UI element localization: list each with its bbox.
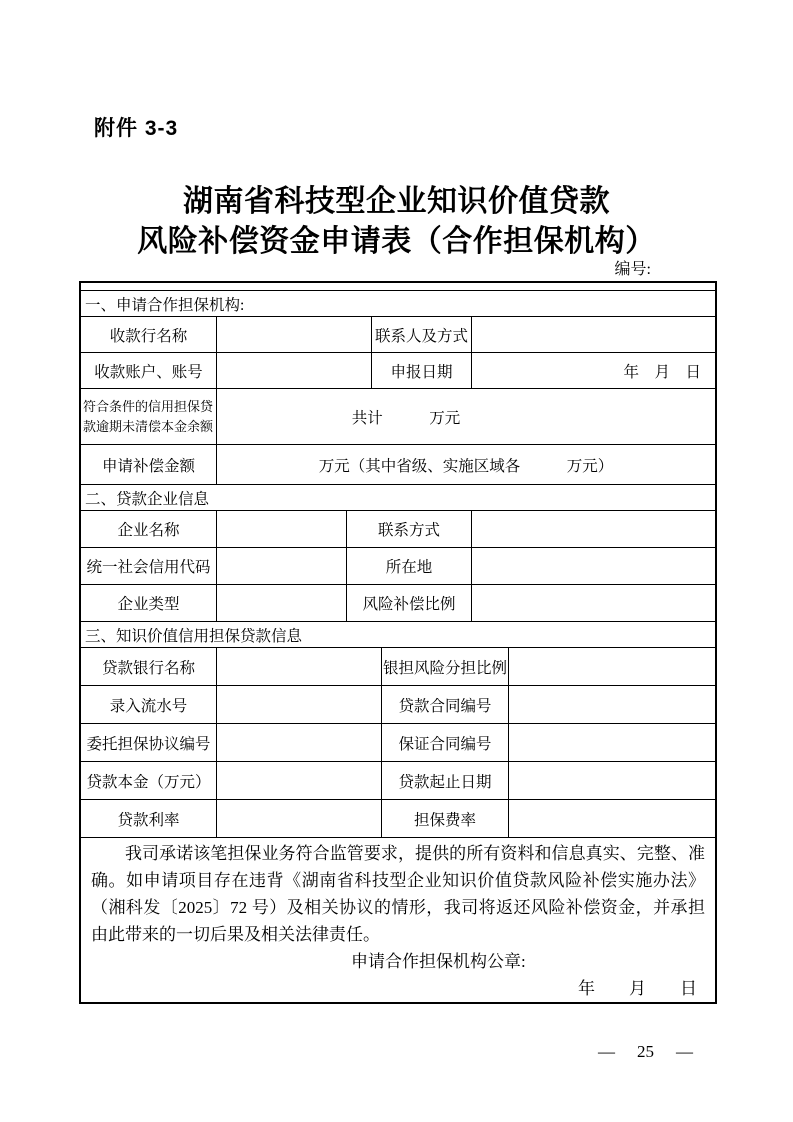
section3-header: 三、知识价值信用担保贷款信息 bbox=[81, 622, 715, 648]
attachment-label: 附件 3-3 bbox=[94, 117, 179, 140]
row-loan-bank bbox=[81, 648, 715, 686]
footer-dash-left: — bbox=[598, 1042, 615, 1061]
page-number-footer bbox=[598, 1042, 693, 1062]
guarantee-contract-number-value bbox=[508, 724, 715, 761]
row-loan-principal bbox=[81, 762, 715, 800]
entrust-agreement-number-label: 委托担保协议编号 bbox=[86, 735, 211, 753]
bank-name-label: 收款行名称 bbox=[109, 327, 188, 345]
spacer-row bbox=[81, 283, 715, 291]
section1-header: 一、申请合作担保机构: bbox=[81, 291, 715, 317]
location-value bbox=[471, 548, 715, 584]
declare-date-label: 申报日期 bbox=[371, 353, 471, 388]
entrust-agreement-number-value bbox=[216, 724, 381, 761]
enterprise-name-label: 企业名称 bbox=[117, 522, 180, 539]
risk-share-ratio-label: 银担风险分担比例 bbox=[381, 648, 508, 685]
row-enterprise-type bbox=[81, 585, 715, 622]
enterprise-name-value bbox=[216, 511, 346, 547]
overdue-principal-label: 符合条件的信用担保贷款逾期未清偿本金余额 bbox=[83, 398, 214, 434]
risk-compensation-ratio-label: 风险补偿比例 bbox=[346, 585, 471, 621]
form-number-label: 编号: bbox=[614, 261, 651, 278]
compensation-amount-label: 申请补偿金额 bbox=[101, 457, 195, 475]
guarantee-contract-number-label: 保证合同编号 bbox=[381, 724, 508, 761]
application-form-table bbox=[79, 281, 717, 1004]
loan-bank-label: 贷款银行名称 bbox=[101, 659, 195, 677]
loan-interest-rate-label: 贷款利率 bbox=[117, 811, 180, 829]
row-account-number bbox=[81, 353, 715, 389]
loan-period-value bbox=[508, 762, 715, 799]
seal-label: 申请合作担保机构公章: bbox=[351, 952, 526, 971]
row-entry-serial bbox=[81, 686, 715, 724]
enterprise-type-value bbox=[216, 585, 346, 621]
risk-compensation-ratio-value bbox=[471, 585, 715, 621]
loan-principal-label: 贷款本金（万元） bbox=[86, 773, 211, 791]
loan-bank-value bbox=[216, 648, 381, 685]
risk-share-ratio-value bbox=[508, 648, 715, 685]
loan-interest-rate-value bbox=[216, 800, 381, 837]
footer-dash-right: — bbox=[676, 1042, 693, 1061]
row-enterprise-name bbox=[81, 511, 715, 548]
overdue-total-value: 共计 万元 bbox=[216, 389, 715, 444]
row-overdue-principal bbox=[81, 389, 715, 445]
loan-period-label: 贷款起止日期 bbox=[381, 762, 508, 799]
loan-contract-number-value bbox=[508, 686, 715, 723]
entry-serial-label: 录入流水号 bbox=[109, 697, 188, 715]
row-loan-rate bbox=[81, 800, 715, 838]
contact-method-value bbox=[471, 511, 715, 547]
guarantee-fee-rate-label: 担保费率 bbox=[381, 800, 508, 837]
form-title bbox=[0, 182, 793, 262]
location-label: 所在地 bbox=[346, 548, 471, 584]
row-credit-code bbox=[81, 548, 715, 585]
contact-person-value bbox=[471, 317, 715, 352]
section2-header: 二、贷款企业信息 bbox=[81, 485, 715, 511]
credit-code-value bbox=[216, 548, 346, 584]
commitment-cell bbox=[81, 838, 715, 1002]
row-entrust-agreement bbox=[81, 724, 715, 762]
declare-date-value: 年 月 日 bbox=[471, 353, 715, 388]
row-bank-name bbox=[81, 317, 715, 353]
form-title-line1: 湖南省科技型企业知识价值贷款 bbox=[183, 185, 610, 218]
guarantee-fee-rate-value bbox=[508, 800, 715, 837]
contact-method-label: 联系方式 bbox=[346, 511, 471, 547]
compensation-amount-value: 万元（其中省级、实施区域各 万元） bbox=[216, 445, 715, 484]
bank-name-value bbox=[216, 317, 371, 352]
row-compensation-amount bbox=[81, 445, 715, 485]
form-title-line2: 风险补偿资金申请表（合作担保机构） bbox=[137, 225, 656, 258]
contact-person-label: 联系人及方式 bbox=[371, 317, 471, 352]
account-number-value bbox=[216, 353, 371, 388]
enterprise-type-label: 企业类型 bbox=[117, 596, 180, 613]
commitment-paragraph: 我司承诺该笔担保业务符合监管要求，提供的所有资料和信息真实、完整、准确。如申请项目存在违背《湖南省科技型企业知识价值贷款风险补偿实施办法》（湘科发〔2025〕72 号）及相关协议的情形，我司将返还风险补偿资金，并承担由此带来的一切后果及相关法律责任。 bbox=[91, 844, 705, 944]
loan-principal-value bbox=[216, 762, 381, 799]
loan-contract-number-label: 贷款合同编号 bbox=[381, 686, 508, 723]
account-number-label: 收款账户、账号 bbox=[94, 363, 203, 381]
page-number: 25 bbox=[637, 1042, 654, 1061]
entry-serial-value bbox=[216, 686, 381, 723]
credit-code-label: 统一社会信用代码 bbox=[86, 559, 211, 576]
signature-date-line: 年 月 日 bbox=[578, 979, 697, 998]
